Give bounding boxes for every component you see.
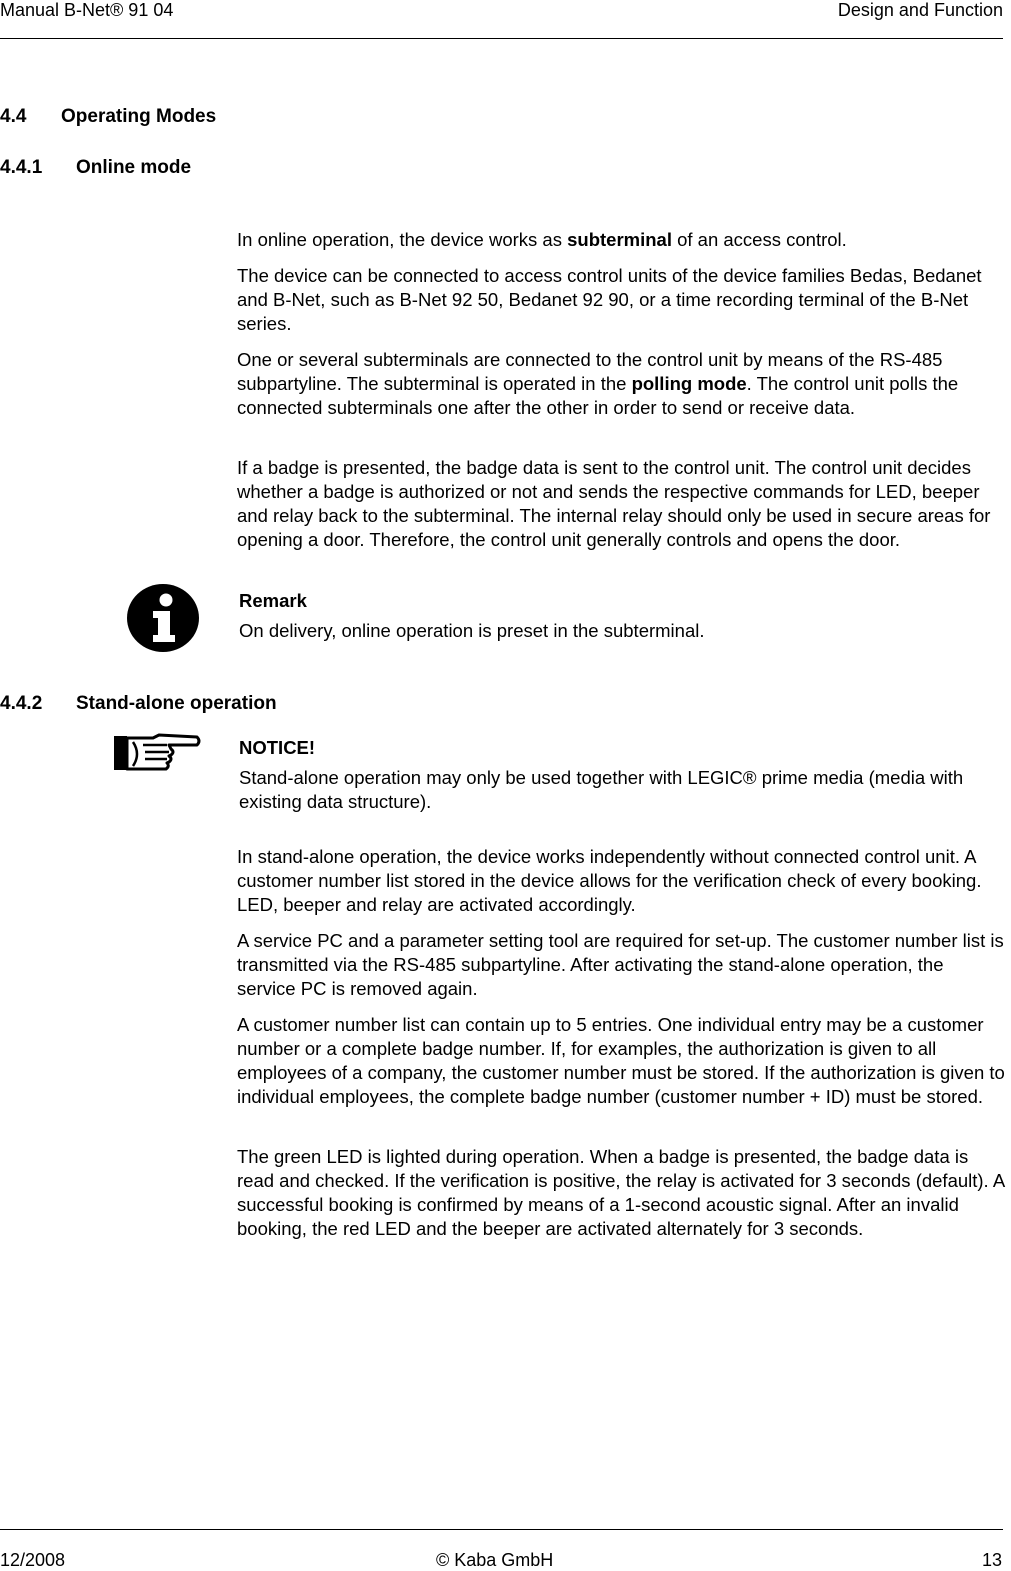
standalone-paragraph-3: A customer number list can contain up to 5 entries. One individual entry may be a customer number or a complete badge number. If, for examples, the authorization is given to all employees of a company, the customer number must be stored. If the authorization is given to individual employees, the complete badge number (customer number + ID) must be stored.: [237, 1014, 1005, 1107]
header-right: Design and Function: [837, 0, 1003, 20]
footer-copyright: © Kaba GmbH: [436, 1550, 554, 1570]
online-paragraph-4: If a badge is presented, the badge data is sent to the control unit. The control unit decides whether a badge is authorized or not and sends the respective commands for LED, beeper and relay back to the subterminal. The internal relay should only be used in secure areas for opening a door. Therefore, the control unit generally controls and opens the door.: [237, 457, 991, 550]
subsection-standalone-title: Stand-alone operation: [76, 693, 277, 714]
pointing-hand-icon: [113, 732, 201, 774]
header-left: Manual B-Net® 91 04: [0, 0, 174, 20]
section-number: 4.4: [0, 106, 27, 127]
footer-date: 12/2008: [0, 1550, 66, 1570]
footer-page-number: 13: [981, 1550, 1002, 1570]
notice-title: NOTICE!: [239, 737, 316, 758]
info-icon: [126, 583, 200, 653]
standalone-paragraph-4: The green LED is lighted during operation. When a badge is presented, the badge data is read and checked. If the verification is positive, the relay is activated for 3 seconds (default). A successful booking is confirmed by means of a 1-second acoustic signal. After an invalid booking, the red LED and the beeper are activated alternately for 3 seconds.: [237, 1146, 1005, 1239]
footer-rule: [0, 1529, 1003, 1530]
standalone-paragraph-2: A service PC and a parameter setting tool are required for set-up. The customer number list is transmitted via the RS-485 subpartyline. After activating the stand-alone operation, the service PC is removed again.: [237, 930, 1004, 999]
section-title: Operating Modes: [61, 106, 217, 127]
online-paragraph-2: The device can be connected to access control units of the device families Bedas, Bedanet and B-Net, such as B-Net 92 50, Bedanet 92 90, or a time recording terminal of the B-Net series.: [237, 265, 982, 334]
header-rule: [0, 38, 1003, 39]
online-paragraph-3: One or several subterminals are connected to the control unit by means of the RS-485 subpartyline. The subterminal is operated in the polling mode. The control unit polls the connected subterminals one after the other in order to send or receive data.: [237, 349, 959, 418]
subsection-online-title: Online mode: [76, 157, 192, 178]
subsection-standalone-heading: [0, 693, 277, 715]
standalone-paragraph-1: In stand-alone operation, the device works independently without connected control unit. A customer number list stored in the device allows for the verification check of every booking. LED, beeper and relay are activated accordingly.: [237, 846, 982, 915]
subsection-online-heading: [0, 157, 191, 179]
remark-title: Remark: [239, 590, 307, 611]
section-heading: [0, 106, 216, 128]
remark-text: On delivery, online operation is preset in the subterminal.: [239, 620, 705, 641]
online-paragraph-1: In online operation, the device works as subterminal of an access control.: [237, 229, 847, 250]
subsection-online-number: 4.4.1: [0, 157, 43, 178]
subsection-standalone-number: 4.4.2: [0, 693, 43, 714]
notice-text: Stand-alone operation may only be used together with LEGIC® prime media (media with existing data structure).: [239, 767, 964, 812]
